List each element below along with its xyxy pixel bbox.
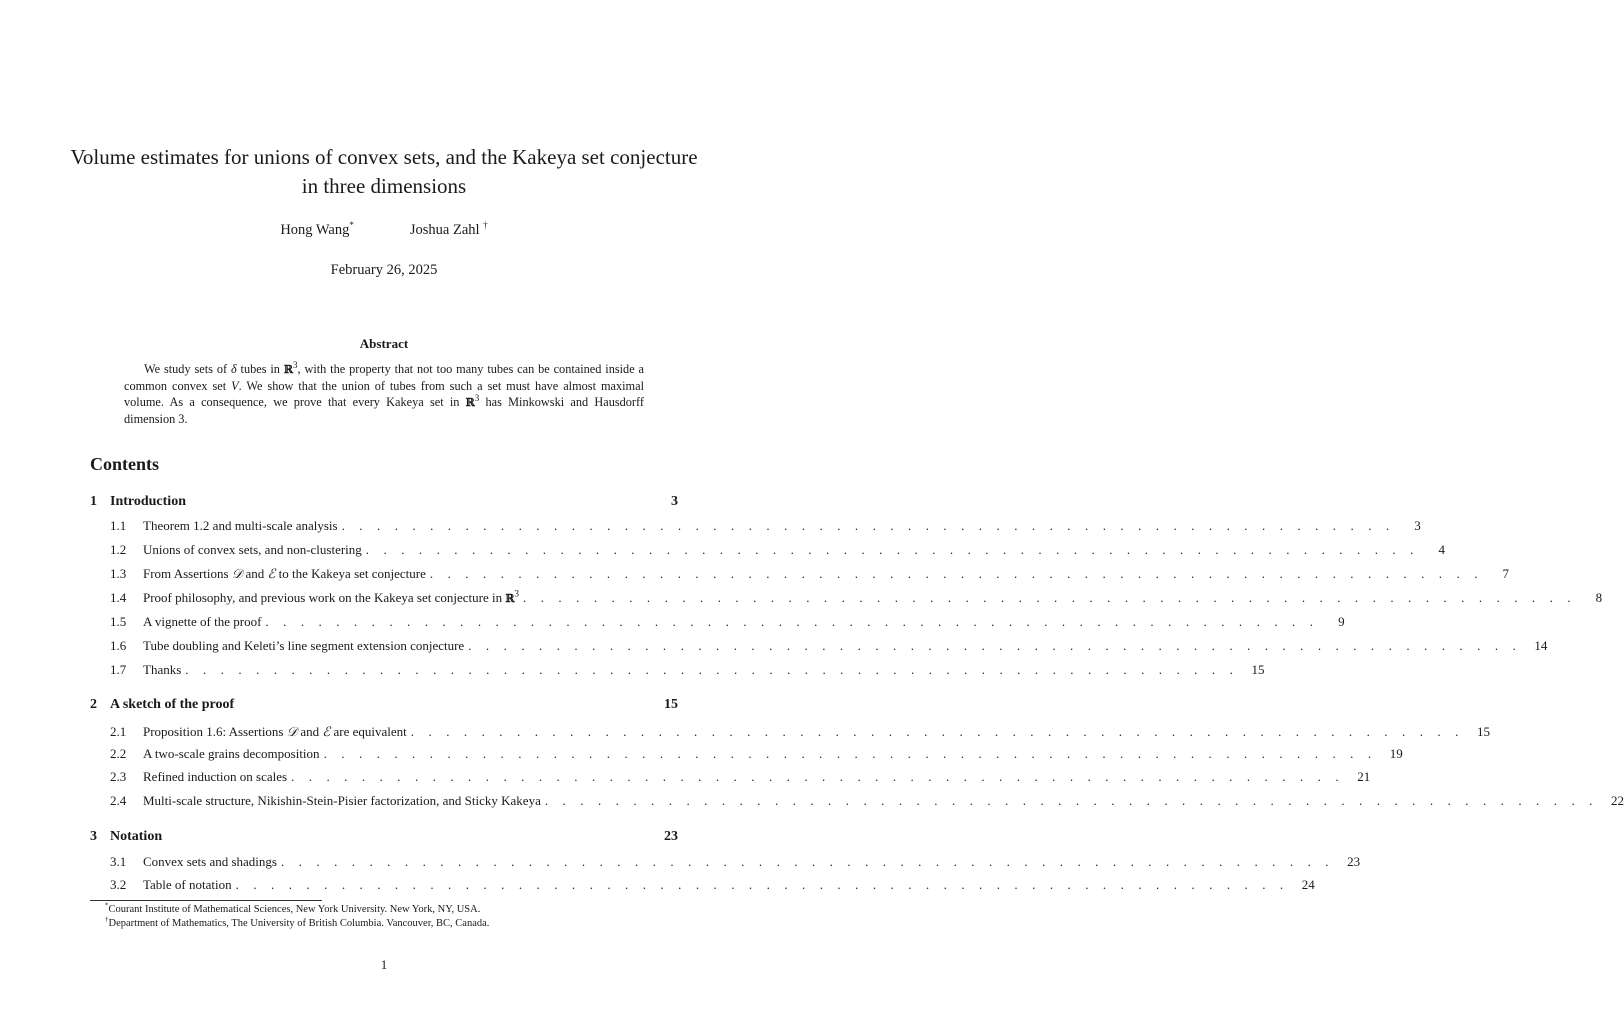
toc-section[interactable]	[90, 697, 678, 717]
toc-subsection-page: 3	[1414, 518, 1421, 533]
toc-subsection-page: 22	[1611, 793, 1624, 808]
math-assertion-E: ℰ	[267, 567, 276, 582]
toc-section[interactable]	[90, 494, 678, 514]
toc-subsection[interactable]	[110, 854, 1361, 874]
abstract-fragment: . We show that the union of tubes from such a set must have almost maximal volume. As a consequence, we prove that every Kakeya set in	[124, 379, 644, 409]
footnote-rule	[90, 900, 322, 901]
title-fragment: and	[242, 566, 268, 581]
toc-section-page: 3	[671, 494, 678, 509]
toc-subsection-title	[143, 566, 430, 582]
abstract-fragment: We study sets of	[144, 362, 231, 376]
toc-subsection-title	[143, 724, 411, 740]
toc-subsection[interactable]	[110, 724, 1490, 744]
toc-subsection-page: 9	[1338, 614, 1345, 629]
toc-subsection-title: A vignette of the proof	[143, 614, 262, 629]
toc-subsection-page: 19	[1389, 746, 1403, 761]
toc-subsection-number: 1.2	[110, 542, 127, 557]
toc-section-number: 1	[90, 494, 97, 509]
toc-subsection-page: 4	[1438, 542, 1445, 557]
footnote-mark: †	[105, 915, 109, 924]
toc-leader-dots: . . . . . . . . . . . . . . . . . . . . . . . . . . . . . . . . . . . . . . . . . . . . . . . . . . . . . . . . . . . .	[265, 614, 1319, 629]
toc-leader-dots: . . . . . . . . . . . . . . . . . . . . . . . . . . . . . . . . . . . . . . . . . . . . . . . . . . . . . . . . . . . .	[341, 518, 1395, 533]
title-fragment: From Assertions	[143, 566, 232, 581]
toc-subsection-number: 3.2	[110, 877, 127, 892]
math-assertion-D: 𝒟	[231, 567, 243, 582]
math-reals: ℝ	[505, 592, 515, 605]
toc-subsection[interactable]	[110, 877, 1315, 897]
paper-title: Volume estimates for unions of convex sets, and the Kakeya set conjecture in three dimensions	[70, 145, 698, 198]
toc-subsection-title	[143, 590, 523, 606]
math-exponent: 3	[514, 588, 520, 599]
toc-leader-dots: . . . . . . . . . . . . . . . . . . . . . . . . . . . . . . . . . . . . . . . . . . . . . . . . . . . . . . . . . . . .	[429, 566, 1484, 581]
toc-subsection-title: Tube doubling and Keleti’s line segment extension conjecture	[143, 638, 465, 653]
toc-subsection-page: 15	[1476, 724, 1490, 739]
footnote-mark: *	[105, 901, 109, 910]
math-reals: ℝ	[465, 396, 475, 409]
toc-subsection[interactable]	[110, 518, 1421, 538]
toc-subsection-number: 1.5	[110, 614, 127, 629]
math-exponent: 3	[474, 392, 480, 403]
toc-leader-dots: . . . . . . . . . . . . . . . . . . . . . . . . . . . . . . . . . . . . . . . . . . . . . . . . . . . . . . . . . . . .	[365, 542, 1419, 557]
toc-subsection-title: Unions of convex sets, and non-clustering	[143, 542, 362, 557]
toc-subsection-number: 2.1	[110, 724, 127, 739]
footnote-text: Department of Mathematics, The University of British Columbia. Vancouver, BC, Canada.	[108, 918, 490, 929]
toc-subsection[interactable]	[110, 638, 1548, 658]
toc-section-number: 3	[90, 829, 97, 844]
footnote-text: Courant Institute of Mathematical Sciences, New York University. New York, NY, USA.	[108, 904, 481, 915]
toc-leader-dots: . . . . . . . . . . . . . . . . . . . . . . . . . . . . . . . . . . . . . . . . . . . . . . . . . . . . . . . . . . . .	[291, 769, 1345, 784]
page-number: 1	[380, 957, 388, 972]
abstract-fragment: tubes in	[236, 362, 284, 376]
math-assertion-D: 𝒟	[286, 725, 298, 740]
toc-leader-dots: . . . . . . . . . . . . . . . . . . . . . . . . . . . . . . . . . . . . . . . . . . . . . . . . . . . . . . . . . . . .	[544, 793, 1598, 808]
toc-subsection-number: 2.2	[110, 746, 127, 761]
title-fragment: Proof philosophy, and previous work on the Kakeya set conjecture in	[143, 590, 506, 605]
toc-subsection-page: 23	[1347, 854, 1361, 869]
toc-section-title: Notation	[110, 829, 163, 844]
math-assertion-E: ℰ	[322, 725, 331, 740]
toc-leader-dots: . . . . . . . . . . . . . . . . . . . . . . . . . . . . . . . . . . . . . . . . . . . . . . . . . . . . . . . . . . . .	[185, 662, 1239, 677]
toc-subsection-page: 21	[1357, 769, 1371, 784]
contents-heading: Contents	[90, 454, 160, 474]
toc-subsection-number: 2.4	[110, 793, 127, 808]
toc-subsection-title: A two-scale grains decomposition	[143, 746, 320, 761]
toc-subsection-number: 1.7	[110, 662, 127, 677]
toc-subsection-title: Theorem 1.2 and multi-scale analysis	[143, 518, 338, 533]
toc-subsection[interactable]	[110, 566, 1510, 586]
toc-subsection-number: 1.6	[110, 638, 127, 653]
toc-subsection-number: 3.1	[110, 854, 127, 869]
toc-subsection-page: 14	[1534, 638, 1548, 653]
toc-leader-dots: . . . . . . . . . . . . . . . . . . . . . . . . . . . . . . . . . . . . . . . . . . . . . . . . . . . . . . . . . . . .	[235, 877, 1289, 892]
toc-subsection-page: 24	[1301, 877, 1315, 892]
author-name: Joshua Zahl	[409, 222, 480, 238]
toc-section-page: 23	[664, 829, 678, 844]
toc-leader-dots: . . . . . . . . . . . . . . . . . . . . . . . . . . . . . . . . . . . . . . . . . . . . . . . . . . . . . . . . . . . .	[410, 724, 1464, 739]
toc-subsection-title: Thanks	[143, 662, 182, 677]
abstract-fragment: has Minkowski and Hausdorff dimension 3.	[124, 395, 644, 426]
math-delta: δ	[230, 362, 237, 376]
math-exponent: 3	[292, 359, 298, 370]
toc-subsection-number: 2.3	[110, 769, 127, 784]
author-name: Hong Wang	[280, 222, 350, 238]
author-joshua-zahl	[410, 222, 488, 239]
author-footnote-mark: *	[349, 220, 354, 231]
toc-section-title: A sketch of the proof	[110, 697, 235, 712]
author-hong-wang	[280, 222, 354, 239]
paper-date: February 26, 2025	[330, 262, 438, 278]
abstract-fragment: , with the property that not too many tubes can be contained inside a common convex set	[124, 362, 644, 393]
author-list	[0, 222, 768, 239]
toc-subsection-title: Table of notation	[143, 877, 232, 892]
toc-section-title: Introduction	[110, 494, 186, 509]
toc-leader-dots: . . . . . . . . . . . . . . . . . . . . . . . . . . . . . . . . . . . . . . . . . . . . . . . . . . . . . . . . . . . .	[523, 590, 1577, 605]
abstract-heading: Abstract	[359, 336, 409, 351]
abstract-text	[124, 361, 644, 427]
toc-subsection-page: 15	[1251, 662, 1265, 677]
title-fragment: Proposition 1.6: Assertions	[143, 724, 287, 739]
title-fragment: are equivalent	[330, 724, 407, 739]
toc-subsection[interactable]	[110, 614, 1345, 634]
footnote-ubc	[105, 915, 490, 929]
toc-subsection-title: Convex sets and shadings	[143, 854, 277, 869]
toc-subsection-title: Multi-scale structure, Nikishin-Stein-Pisier factorization, and Sticky Kakeya	[143, 793, 541, 808]
toc-subsection[interactable]	[110, 793, 1624, 813]
toc-section[interactable]	[90, 829, 678, 849]
toc-subsection-title: Refined induction on scales	[143, 769, 288, 784]
toc-subsection-number: 1.4	[110, 590, 127, 605]
title-fragment: and	[297, 724, 323, 739]
toc-subsection[interactable]	[110, 542, 1445, 562]
author-footnote-mark: †	[483, 220, 488, 231]
toc-leader-dots: . . . . . . . . . . . . . . . . . . . . . . . . . . . . . . . . . . . . . . . . . . . . . . . . . . . . . . . . . . . .	[280, 854, 1335, 869]
toc-subsection[interactable]	[110, 746, 1403, 766]
toc-subsection-page: 7	[1502, 566, 1510, 581]
toc-subsection[interactable]	[110, 769, 1371, 789]
toc-leader-dots: . . . . . . . . . . . . . . . . . . . . . . . . . . . . . . . . . . . . . . . . . . . . . . . . . . . . . . . . . . . .	[323, 746, 1377, 761]
toc-subsection-page: 8	[1595, 590, 1603, 605]
toc-section-page: 15	[664, 697, 678, 712]
toc-subsection-number: 1.3	[110, 566, 127, 581]
toc-subsection[interactable]	[110, 588, 1603, 610]
footnote-courant	[105, 901, 481, 915]
toc-leader-dots: . . . . . . . . . . . . . . . . . . . . . . . . . . . . . . . . . . . . . . . . . . . . . . . . . . . . . . . . . . . .	[468, 638, 1522, 653]
math-V: V	[231, 379, 239, 393]
toc-subsection-number: 1.1	[110, 518, 127, 533]
math-reals: ℝ	[283, 363, 293, 376]
toc-section-number: 2	[90, 697, 97, 712]
toc-subsection[interactable]	[110, 662, 1265, 682]
title-fragment: to the Kakeya set conjecture	[275, 566, 426, 581]
